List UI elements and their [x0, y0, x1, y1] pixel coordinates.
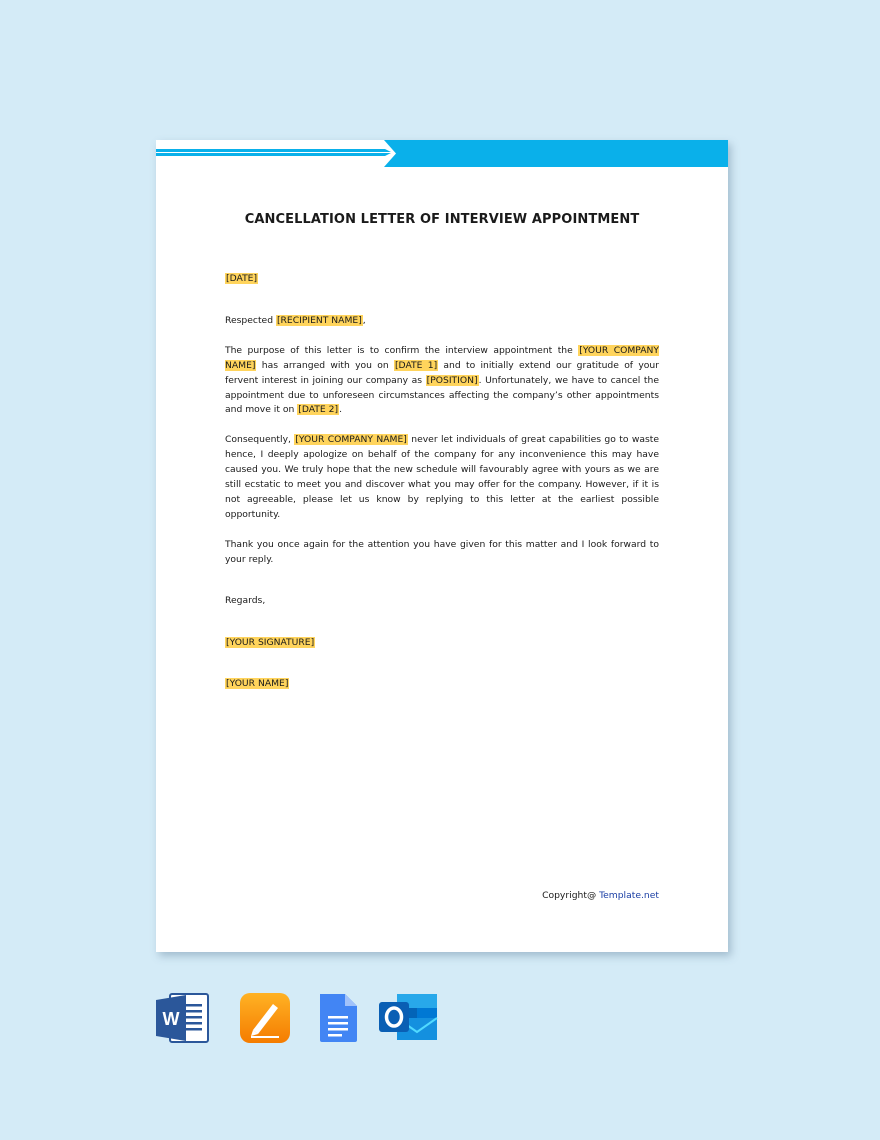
salutation: Respected [RECIPIENT NAME],: [225, 314, 366, 326]
letter-page: [156, 140, 728, 952]
paragraph-1: The purpose of this letter is to confirm the interview appointment the [YOUR COMPANY NAME] has arranged with you on [DATE 1] and to initially extend our gratitude of your fervent interest in joining our company as [POSITION]. Unfortunately, we have to cancel the appointment due to unforeseen circumstances affecting the company’s other appointments and move it on [DATE 2].: [225, 344, 660, 416]
name-placeholder: [YOUR NAME]: [226, 678, 289, 690]
header-banner: [156, 140, 728, 168]
company-placeholder: [YOUR COMPANY NAME]: [295, 434, 407, 446]
letter-body: [225, 270, 659, 692]
name-line: [225, 677, 659, 692]
template-link[interactable]: Template.net: [599, 890, 659, 901]
paragraph-3: Thank you once again for the attention you have given for this matter and I look forward to your reply.: [225, 538, 659, 565]
date-placeholder: [DATE]: [226, 273, 258, 284]
signature-placeholder: [YOUR SIGNATURE]: [226, 636, 315, 648]
outlook-icon[interactable]: [379, 992, 439, 1044]
paragraph-2: Consequently, [YOUR COMPANY NAME] never let individuals of great capabilities go to waste hence, I deeply apologize on behalf of the company for any inconvenience this may have caused you. We truly hope that the new schedule will favourably agree with yours as we are still ecstatic to meet you and discover what you may offer for the company. However, if it is not agreeable, please let us know by replying to this letter at the earliest possible opportunity.: [225, 434, 660, 520]
word-icon[interactable]: [156, 992, 210, 1044]
copyright-note: Copyright@ Template.net: [542, 890, 659, 901]
date1-placeholder: [DATE 1]: [394, 359, 438, 371]
letter-title: CANCELLATION LETTER OF INTERVIEW APPOINTMENT: [244, 212, 640, 227]
svg-text:W: W: [162, 1009, 180, 1029]
pages-icon[interactable]: [239, 992, 291, 1044]
google-docs-icon[interactable]: [318, 992, 358, 1044]
company-placeholder: [YOUR COMPANY NAME]: [225, 344, 660, 371]
position-placeholder: [POSITION]: [426, 374, 478, 386]
recipient-placeholder: [RECIPIENT NAME]: [276, 314, 362, 326]
signature-line: [225, 636, 659, 651]
closing: Regards,: [225, 594, 266, 606]
date2-placeholder: [DATE 2]: [298, 404, 339, 416]
date-line: [225, 272, 659, 287]
